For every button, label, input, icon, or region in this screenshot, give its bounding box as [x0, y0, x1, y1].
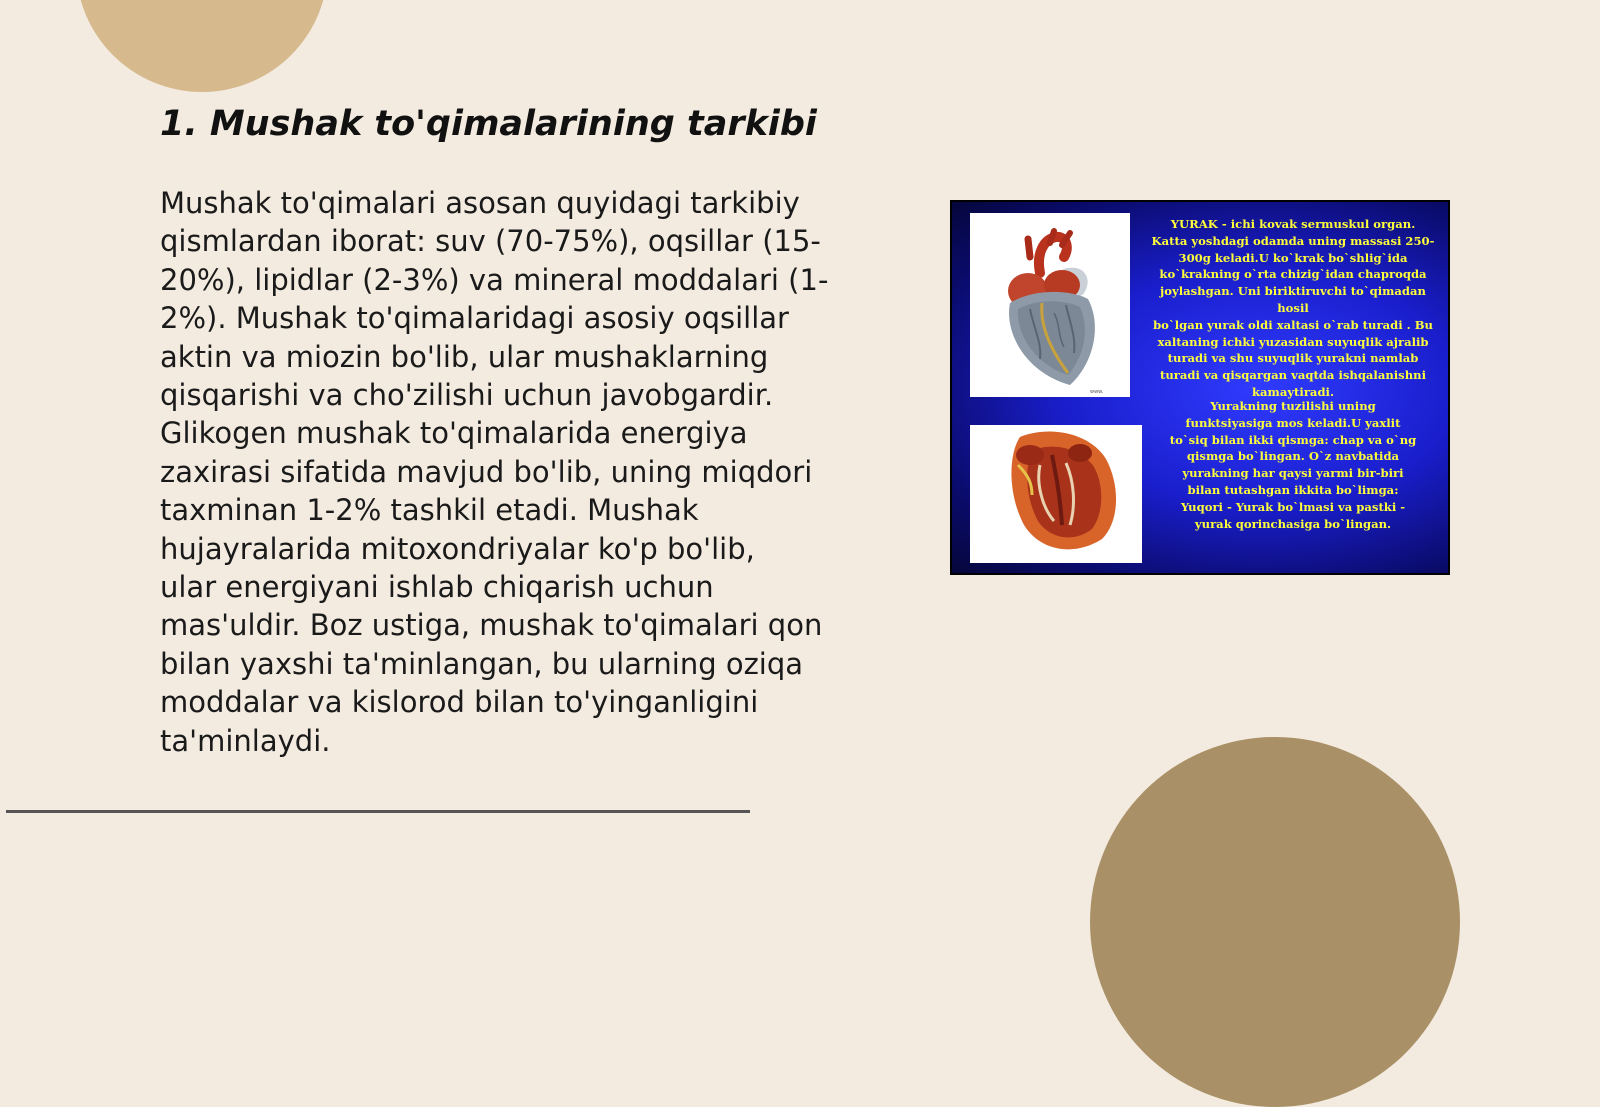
decorative-circle-bottom — [1090, 737, 1460, 1107]
heart-figure — [950, 200, 1450, 575]
figure-paragraph-1: YURAK - ichi kovak sermuskul organ. Katta yoshdagi odamda uning massasi 250- 300g keladi.U ko`krak bo`shlig`ida ko`krakning o`rta chizig`idan chaproqda joylashgan. Uni biriktiruvchi to`qimadan hosil bo`lgan yurak oldi xaltasi o`rab turadi . Bu xaltaning ichki yuzasidan suyuqlik ajralib turadi va shu suyuqlik yurakni namlab turadi va qisqargan vaqtda ishqalanishni kamaytiradi. — [1151, 217, 1435, 399]
heart-cross-section-illustration — [970, 425, 1142, 563]
figure-paragraph-2: Yurakning tuzilishi uning funktsiyasiga mos keladi.U yaxlit to`siq bilan ikki qismga: chap va o`ng qismga bo`lingan. O`z navbatida yurakning har qaysi yarmi bir-biri bilan tutashgan ikkita bo`limga: Yuqori - Yurak bo`lmasi va pastki - yurak qorinchasiga bo`lingan. — [1169, 399, 1417, 531]
svg-text:www.: www. — [1090, 389, 1104, 395]
divider-line — [6, 810, 750, 813]
slide-body-text: Mushak to'qimalari asosan quyidagi tarkibiy qismlardan iborat: suv (70-75%), oqsillar (15- 20%), lipidlar (2-3%) va mineral moddalari (1- 2%). Mushak to'qimalaridagi asosiy oqsillar aktin va miozin bo'lib, ular mushaklarning qisqarishi va cho'zilishi uchun javobgardir. Glikogen mushak to'qimalarida energiya zaxirasi sifatida mavjud bo'lib, uning miqdori taxminan 1-2% tashkil etadi. Mushak hujayralarida mitoxondriyalar ko'p bo'lib, ular energiyani ishlab chiqarish uchun mas'uldir. Boz ustiga, mushak to'qimalari qon bilan yaxshi ta'minlangan, bu ularning oziqa moddalar va kislorod bilan to'yinganligini ta'minlaydi. — [160, 186, 829, 758]
heart-exterior-image — [970, 213, 1130, 397]
heart-exterior-illustration — [970, 213, 1130, 397]
heart-cross-section-image — [970, 425, 1142, 563]
slide-title: 1. Mushak to'qimalarining tarkibi — [160, 104, 817, 144]
decorative-circle-top — [76, 0, 328, 92]
